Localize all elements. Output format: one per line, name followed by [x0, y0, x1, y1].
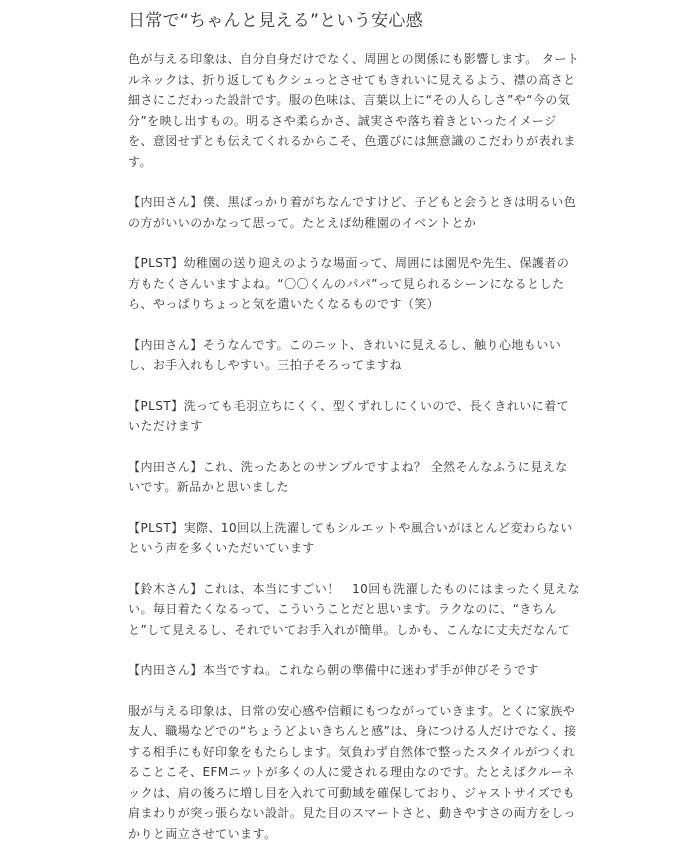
- dialogue-line-uchida-3: 【内田さん】これ、洗ったあとのサンプルですよね？ 全然そんなふうに見えないです。新品かと思いました: [128, 457, 580, 498]
- intro-paragraph: 色が与える印象は、自分自身だけでなく、周囲との関係にも影響します。 タートルネックは、折り返してもクシュっとさせてもきれいに見えるよう、襟の高さと細さにこだわった設計です。服の色味は、言葉以上に“その人らしさ”や“今の気分”を映し出すもの。明るさや柔らかさ、誠実さや落ち着きといったイメージを、意図せずとも伝えてくれるからこそ、色選びには無意識のこだわりが表れます。: [128, 49, 580, 172]
- dialogue-line-plst-1: 【PLST】幼稚園の送り迎えのような場面って、周囲には園児や先生、保護者の方もたくさんいますよね。“〇〇くんのパパ”って見られるシーンになるとしたら、やっぱりちょっと気を遣いたくなるものです（笑）: [128, 253, 580, 315]
- dialogue-line-uchida-4: 【内田さん】本当ですね。これなら朝の準備中に迷わず手が伸びそうです: [128, 660, 580, 681]
- dialogue-line-uchida-2: 【内田さん】そうなんです。このニット、きれいに見えるし、触り心地もいいし、お手入れもしやすい。三拍子そろってますね: [128, 335, 580, 376]
- dialogue-line-plst-3: 【PLST】実際、10回以上洗濯してもシルエットや風合いがほとんど変わらないという声を多くいただいています: [128, 518, 580, 559]
- article-title: 日常で“ちゃんと見える”という安心感: [128, 0, 580, 33]
- article: [128, 0, 580, 844]
- closing-paragraph: 服が与える印象は、日常の安心感や信頼にもつながっていきます。とくに家族や友人、職場などでの“ちょうどよいきちんと感”は、身につける人だけでなく、接する相手にも好印象をもたらします。気負わず自然体で整ったスタイルがつくれることこそ、EFMニットが多くの人に愛される理由なのです。たとえばクルーネックは、肩の後ろに増し目を入れて可動域を確保しており、ジャストサイズでも肩まわりが突っ張らない設計。見た目のスマートさと、動きやすさの両方をしっかりと両立させています。: [128, 701, 580, 844]
- dialogue-line-plst-2: 【PLST】洗っても毛羽立ちにくく、型くずれしにくいので、長くきれいに着ていただけます: [128, 396, 580, 437]
- dialogue-line-uchida-1: 【内田さん】僕、黒ばっかり着がちなんですけど、子どもと会うときは明るい色の方がいいのかなって思って。たとえば幼稚園のイベントとか: [128, 192, 580, 233]
- dialogue-line-suzuki-1: 【鈴木さん】これは、本当にすごい！ 10回も洗濯したものにはまったく見えない。毎日着たくなるって、こういうことだと思います。ラクなのに、“きちんと”して見えるし、それでいてお手入れが簡単。しかも、こんなに丈夫だなんて: [128, 579, 580, 641]
